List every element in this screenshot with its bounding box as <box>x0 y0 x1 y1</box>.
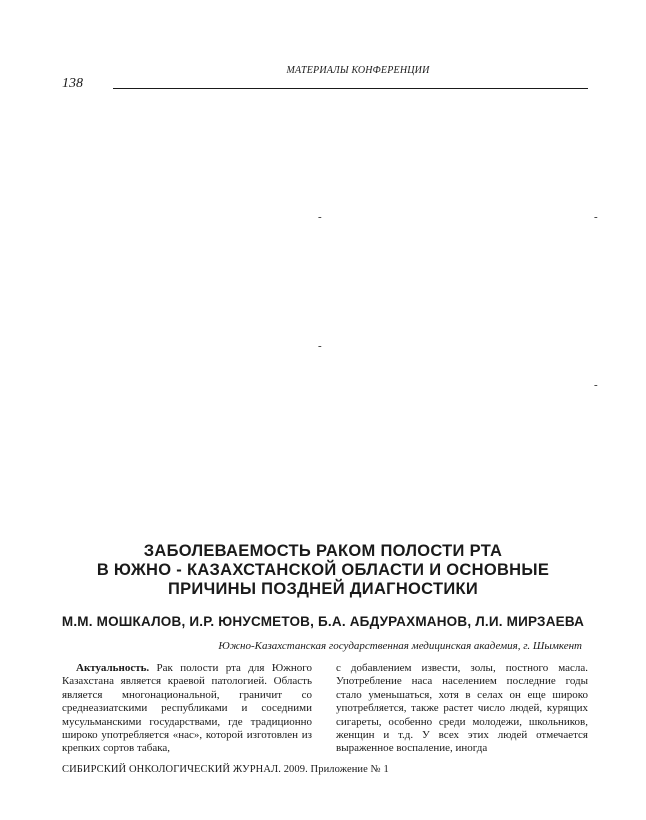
authors: М.М. МОШКАЛОВ, И.Р. ЮНУСМЕТОВ, Б.А. АБДУРАХМАНОВ, Л.И. МИРЗАЕВА <box>61 614 585 629</box>
body-column-left <box>62 662 312 756</box>
stray-mark: - <box>594 211 598 223</box>
stray-mark: - <box>318 211 322 223</box>
paragraph <box>336 662 588 756</box>
paragraph <box>62 662 312 756</box>
page-number: 138 <box>62 76 83 91</box>
title-line: ПРИЧИНЫ ПОЗДНЕЙ ДИАГНОСТИКИ <box>167 580 479 598</box>
stray-mark: - <box>594 379 598 391</box>
header-rule <box>113 88 588 89</box>
paragraph-text: с добавлением извести, золы, постного масла. Употребление наса населением последние годы стало уменьшаться, хотя в селах он еще широко употребляется, также растет число людей, курящих сигареты, особенно среди молодежи, школьников, женщин и т.д. У всех этих людей отмечается выраженное воспаление, иногда <box>336 662 588 755</box>
journal-footer: СИБИРСКИЙ ОНКОЛОГИЧЕСКИЙ ЖУРНАЛ. 2009. Приложение № 1 <box>62 764 389 775</box>
title-line: ЗАБОЛЕВАЕМОСТЬ РАКОМ ПОЛОСТИ РТА <box>143 542 503 560</box>
running-head: МАТЕРИАЛЫ КОНФЕРЕНЦИИ <box>286 65 430 76</box>
stray-mark: - <box>318 340 322 352</box>
article-title <box>60 542 586 599</box>
paragraph-text: Рак полости рта для Южного Казахстана является краевой патологией. Область является многонациональной, граничит со среднеазиатскими республиками и соседними мусульманскими государствами, где традиционно широко употребляется «нас», которой изготовлен из крепких сортов табака, <box>62 662 312 755</box>
body-column-right <box>336 662 588 756</box>
lead-heading: Актуальность. <box>76 662 150 674</box>
title-line: В ЮЖНО - КАЗАХСТАНСКОЙ ОБЛАСТИ И ОСНОВНЫЕ <box>96 561 550 579</box>
affiliation: Южно-Казахстанская государственная медицинская академия, г. Шымкент <box>218 640 582 652</box>
